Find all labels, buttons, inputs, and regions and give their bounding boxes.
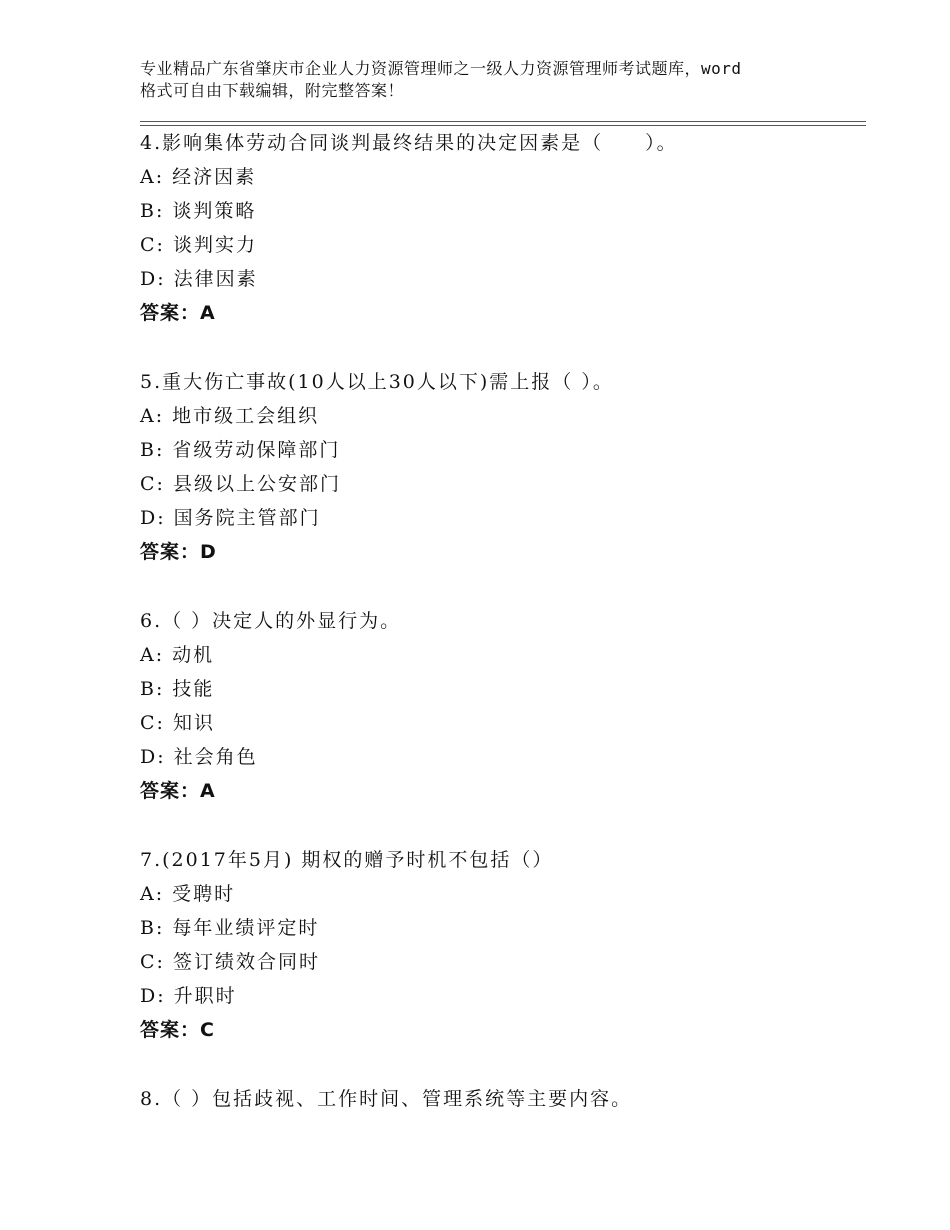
question-stem: 8.（ ）包括歧视、工作时间、管理系统等主要内容。 <box>140 1088 633 1110</box>
question-stem: 5.重大伤亡事故(10人以上30人以下)需上报（ ）。 <box>140 371 614 393</box>
option-c: C: 县级以上公安部门 <box>140 473 341 495</box>
question-6 <box>140 604 870 808</box>
question-5 <box>140 365 870 569</box>
header-divider-top <box>140 121 866 122</box>
option-b: B: 每年业绩评定时 <box>140 917 320 939</box>
question-7 <box>140 843 870 1047</box>
option-a: A: 经济因素 <box>140 166 257 188</box>
header-line-2: 格式可自由下载编辑，附完整答案！ <box>140 81 405 100</box>
header-line-1: 专业精品广东省肇庆市企业人力资源管理师之一级人力资源管理师考试题库，word <box>140 59 742 78</box>
answer: 答案：A <box>140 780 216 802</box>
question-stem: 6.（ ）决定人的外显行为。 <box>140 610 402 632</box>
option-d: D: 社会角色 <box>140 746 258 768</box>
option-a: A: 地市级工会组织 <box>140 405 320 427</box>
answer: 答案：D <box>140 541 217 563</box>
question-4 <box>140 126 870 330</box>
option-a: A: 受聘时 <box>140 883 236 905</box>
option-d: D: 升职时 <box>140 985 237 1007</box>
option-c: C: 签订绩效合同时 <box>140 951 320 973</box>
answer: 答案：C <box>140 1019 215 1041</box>
option-b: B: 技能 <box>140 678 215 700</box>
option-a: A: 动机 <box>140 644 215 666</box>
option-c: C: 谈判实力 <box>140 234 257 256</box>
answer: 答案：A <box>140 302 216 324</box>
option-d: D: 法律因素 <box>140 268 258 290</box>
question-stem: 4.影响集体劳动合同谈判最终结果的决定因素是（ ）。 <box>140 132 678 154</box>
option-c: C: 知识 <box>140 712 215 734</box>
option-d: D: 国务院主管部门 <box>140 507 321 529</box>
question-stem: 7.(2017年5月) 期权的赠予时机不包括（） <box>140 849 554 871</box>
option-b: B: 省级劳动保障部门 <box>140 439 341 461</box>
option-b: B: 谈判策略 <box>140 200 257 222</box>
document-header <box>140 58 830 102</box>
question-8 <box>140 1082 870 1116</box>
